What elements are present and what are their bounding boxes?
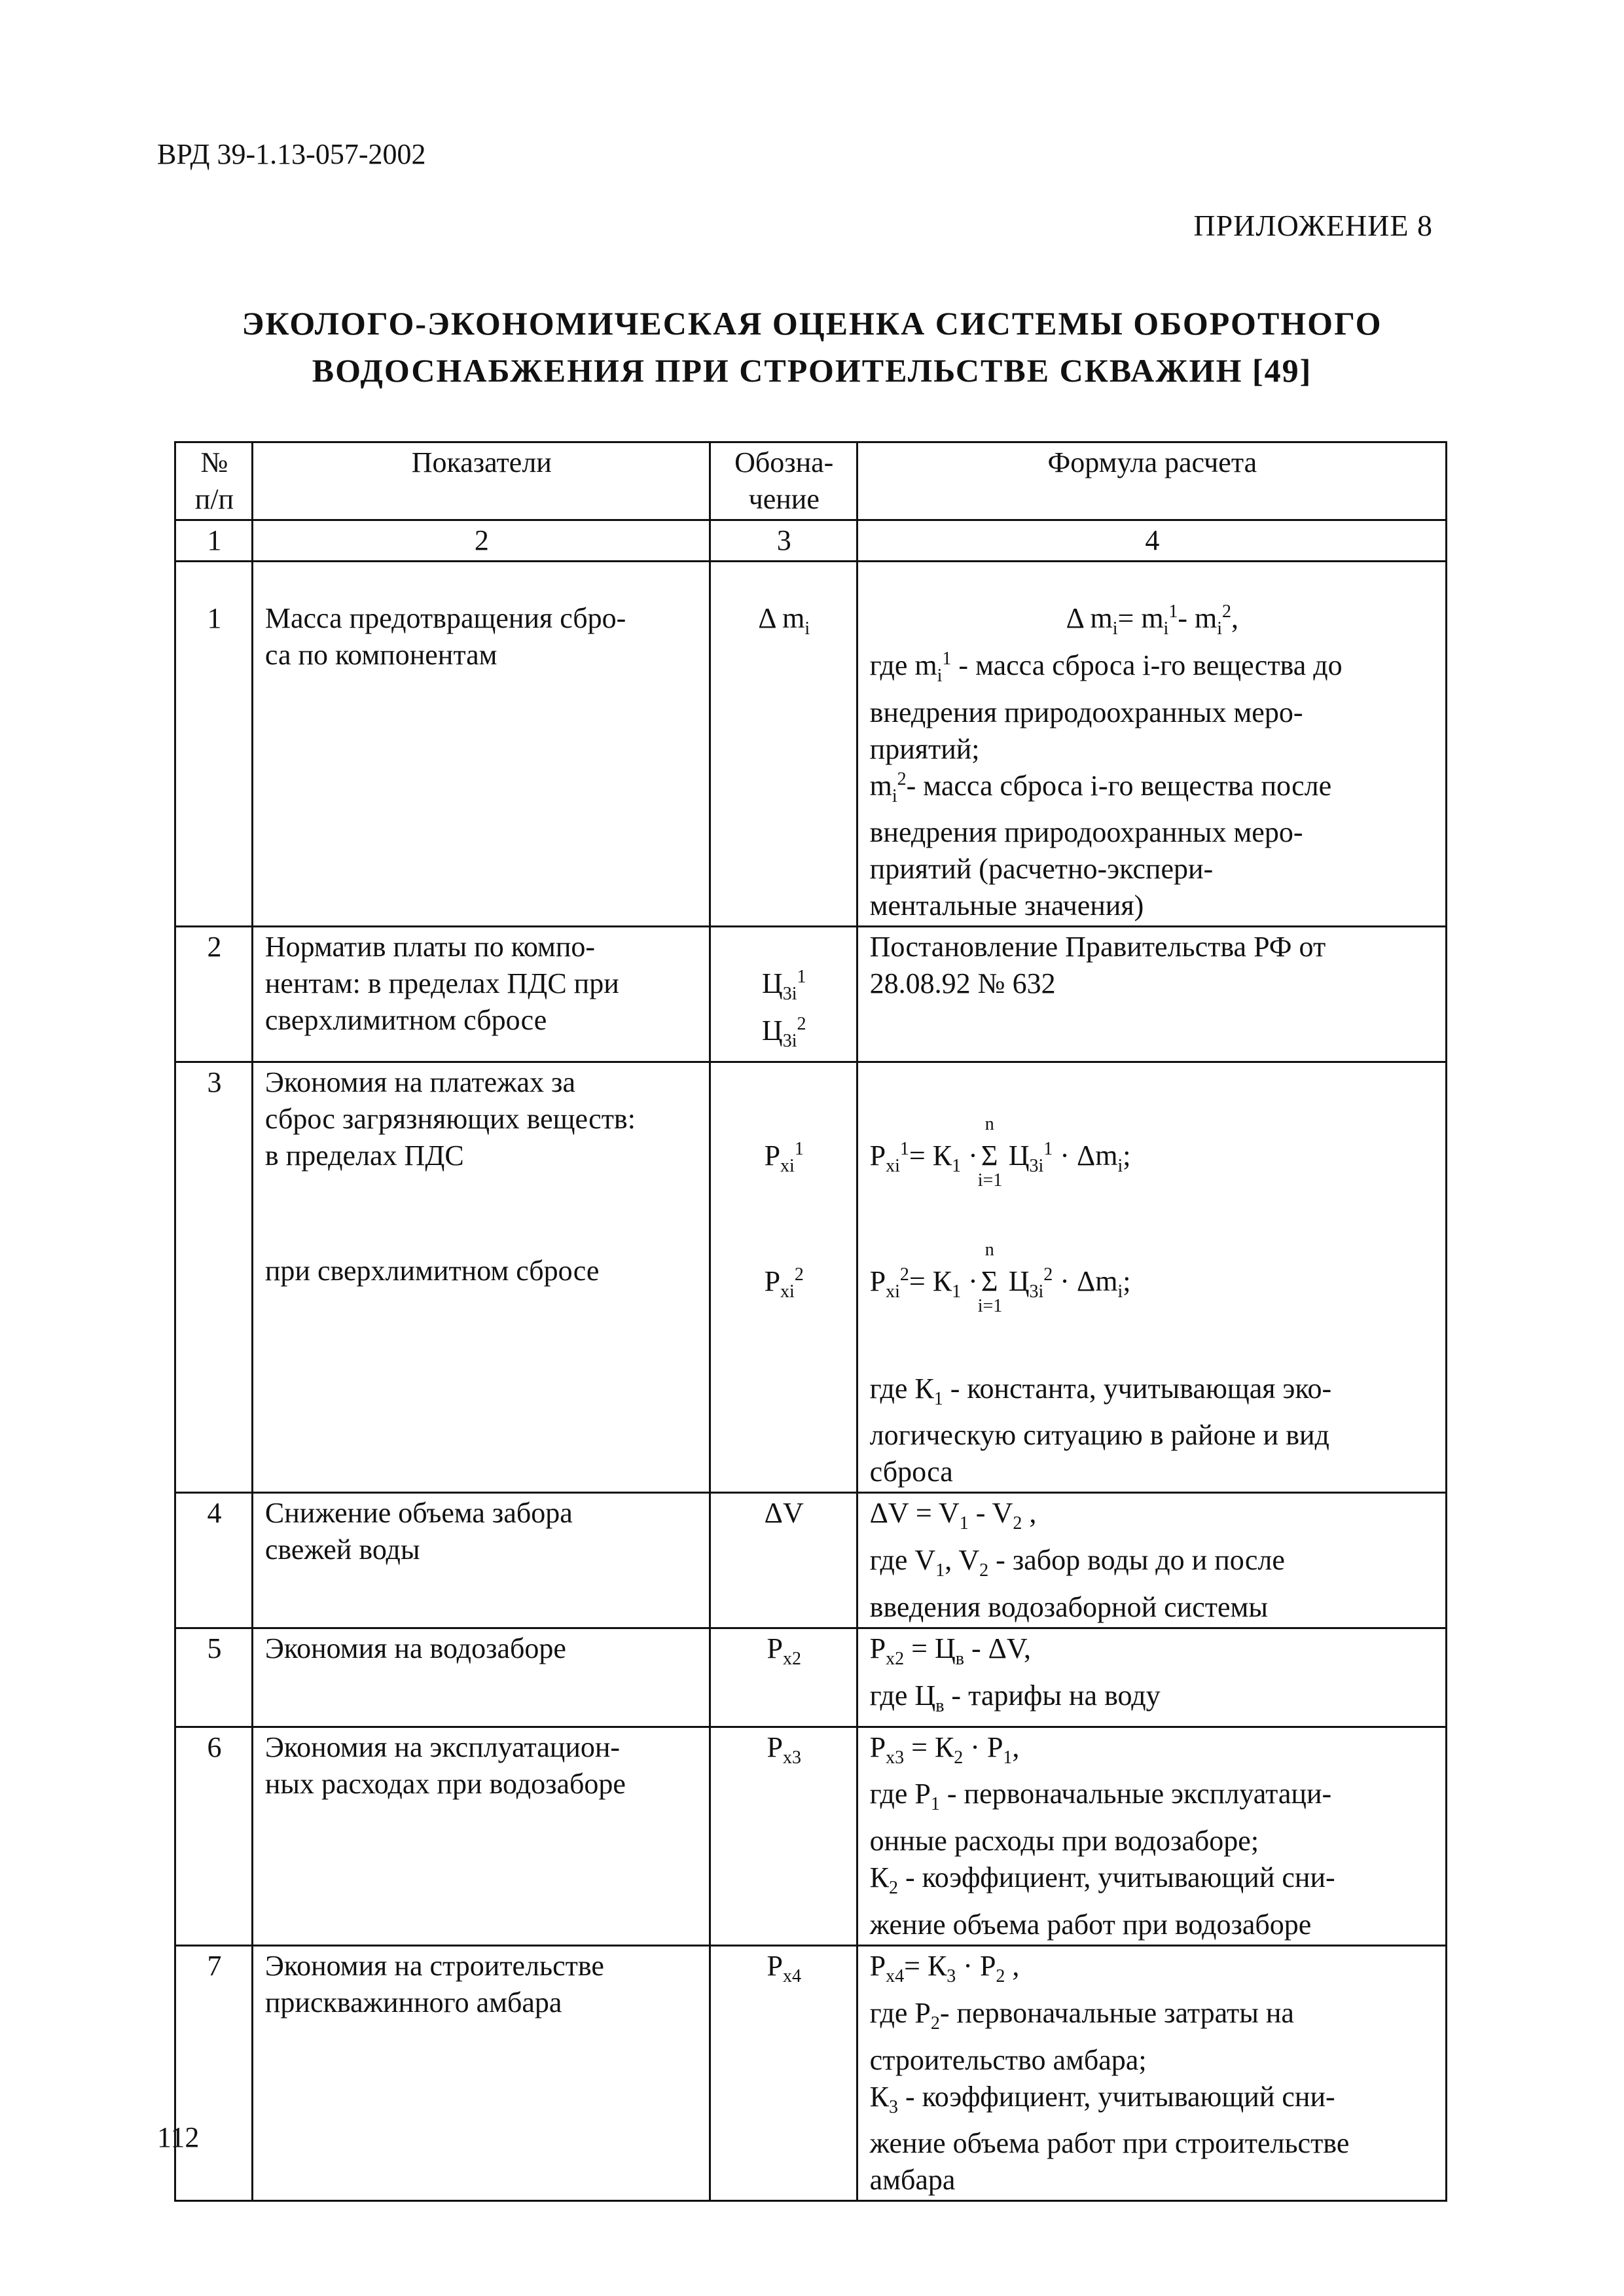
column-index: 2 — [252, 520, 710, 562]
table-row — [175, 1493, 1447, 1628]
sum-sign: n Σ i=1 — [977, 1239, 1003, 1316]
table-row — [175, 562, 1447, 927]
row-formula: Постановление Правительства РФ от 28.08.92 № 632 — [857, 927, 1446, 1062]
sum-sign: n Σ i=1 — [977, 1113, 1003, 1191]
page-number: 112 — [157, 2121, 200, 2153]
header-formula: Формула расчета — [857, 442, 1446, 520]
row-symbol: $Р_{xi}^1$ $Р_{xi}^2$ — [710, 1062, 857, 1492]
table-row — [175, 927, 1447, 1062]
header-symbol: Обозна- чение — [710, 442, 857, 520]
row-symbol: $Ц_{3i}^1$ $Ц_{3i}^2$ — [710, 927, 857, 1062]
row-number: 5 — [175, 1628, 253, 1727]
header-indicator: Показатели — [252, 442, 710, 520]
title-line-1: ЭКОЛОГО-ЭКОНОМИЧЕСКАЯ ОЦЕНКА СИСТЕМЫ ОБОРОТНОГО — [242, 305, 1382, 342]
row-symbol: Δ $m_i$ — [710, 562, 857, 927]
row-symbol: $Р_{х3}$ — [710, 1727, 857, 1945]
formula-main: Δ $m_i= m_i^1-$ $m_i^2$, — [1066, 601, 1238, 639]
row-indicator: Экономия на эксплуатацион- ных расходах при водозаборе — [252, 1727, 710, 1945]
row-formula: $\Delta V = V_1 - V_2$ , где $V_1$, $V_2$ - забор воды до и после введения водозаборной системы — [857, 1493, 1446, 1628]
column-index-row — [175, 520, 1447, 562]
title-line-2: ВОДОСНАБЖЕНИЯ ПРИ СТРОИТЕЛЬСТВЕ СКВАЖИН [49] — [312, 352, 1312, 389]
assessment-table — [174, 441, 1447, 2202]
column-index: 1 — [175, 520, 253, 562]
row-formula: Δ $m_i= m_i^1-$ $m_i^2$, где $m_i^1$ - масса сброса i-го вещества до внедрения природоохранных меро- приятий; $m_i^2-$ масса сброса i-го вещества после внедрения природоохранных меро- приятий (расчетно-экспери- ментальные значения) — [857, 562, 1446, 927]
table-row — [175, 1727, 1447, 1945]
row-symbol: $Р_{х4}$ — [710, 1945, 857, 2200]
row-symbol: ΔV — [710, 1493, 857, 1628]
row-number: 6 — [175, 1727, 253, 1945]
header-number: № п/п — [175, 442, 253, 520]
row-number: 4 — [175, 1493, 253, 1628]
row-indicator: Масса предотвращения сбро- са по компонентам — [252, 562, 710, 927]
row-number: 3 — [175, 1062, 253, 1492]
document-code: ВРД 39-1.13-057-2002 — [157, 138, 426, 170]
row-indicator: Экономия на строительстве прискважинного амбара — [252, 1945, 710, 2200]
row-symbol: $Р_{х2}$ — [710, 1628, 857, 1727]
table-row — [175, 1945, 1447, 2200]
row-number: 7 — [175, 1945, 253, 2200]
row-indicator: Экономия на водозаборе — [252, 1628, 710, 1727]
row-formula: $Р_{х3} = К_2 \cdot Р_1$, где $Р_1$ - первоначальные эксплуатаци- онные расходы при водозаборе; $К_2$ - коэффициент, учитывающий сни- жение объема работ при водозаборе — [857, 1727, 1446, 1945]
page-title — [157, 300, 1467, 394]
table-header-row — [175, 442, 1447, 520]
row-indicator: Снижение объема забора свежей воды — [252, 1493, 710, 1628]
row-formula: $Р_{х2} = Ц_в - \Delta V$, где $Ц_в$ - тарифы на воду — [857, 1628, 1446, 1727]
row-formula: $Р_{xi}^1= К_1$ · n Σ i=1 $Ц_{3i}^1 \cdot \Delta m_i$; $Р_{xi}^2= К_1$ · n Σ i=1 $Ц_{3i}^2 \cdot \Delta m_i$; где $К_1$ - константа, учитывающая эко- логическую ситуацию в районе и вид сброса — [857, 1062, 1446, 1492]
row-number: 2 — [175, 927, 253, 1062]
formula-pdc: $Р_{xi}^1= К_1$ · n Σ i=1 $Ц_{3i}^1 \cdot \Delta m_i$; — [869, 1113, 1131, 1191]
table-row — [175, 1062, 1447, 1492]
row-indicator: Экономия на платежах за сброс загрязняющих веществ: в пределах ПДС при сверхлимитном сбросе — [252, 1062, 710, 1492]
row-formula: $Р_{х4}= К_3 \cdot Р_2$ , где $Р_2-$ первоначальные затраты на строительство амбара; $К_3$ - коэффициент, учитывающий сни- жение объема работ при строительстве амбара — [857, 1945, 1446, 2200]
row-indicator: Норматив платы по компо- нентам: в пределах ПДС при сверхлимитном сбросе — [252, 927, 710, 1062]
row-number: 1 — [175, 562, 253, 927]
formula-over-limit: $Р_{xi}^2= К_1$ · n Σ i=1 $Ц_{3i}^2 \cdot \Delta m_i$; — [869, 1239, 1131, 1316]
column-index: 4 — [857, 520, 1446, 562]
table-row — [175, 1628, 1447, 1727]
appendix-label: ПРИЛОЖЕНИЕ 8 — [1193, 209, 1433, 242]
column-index: 3 — [710, 520, 857, 562]
